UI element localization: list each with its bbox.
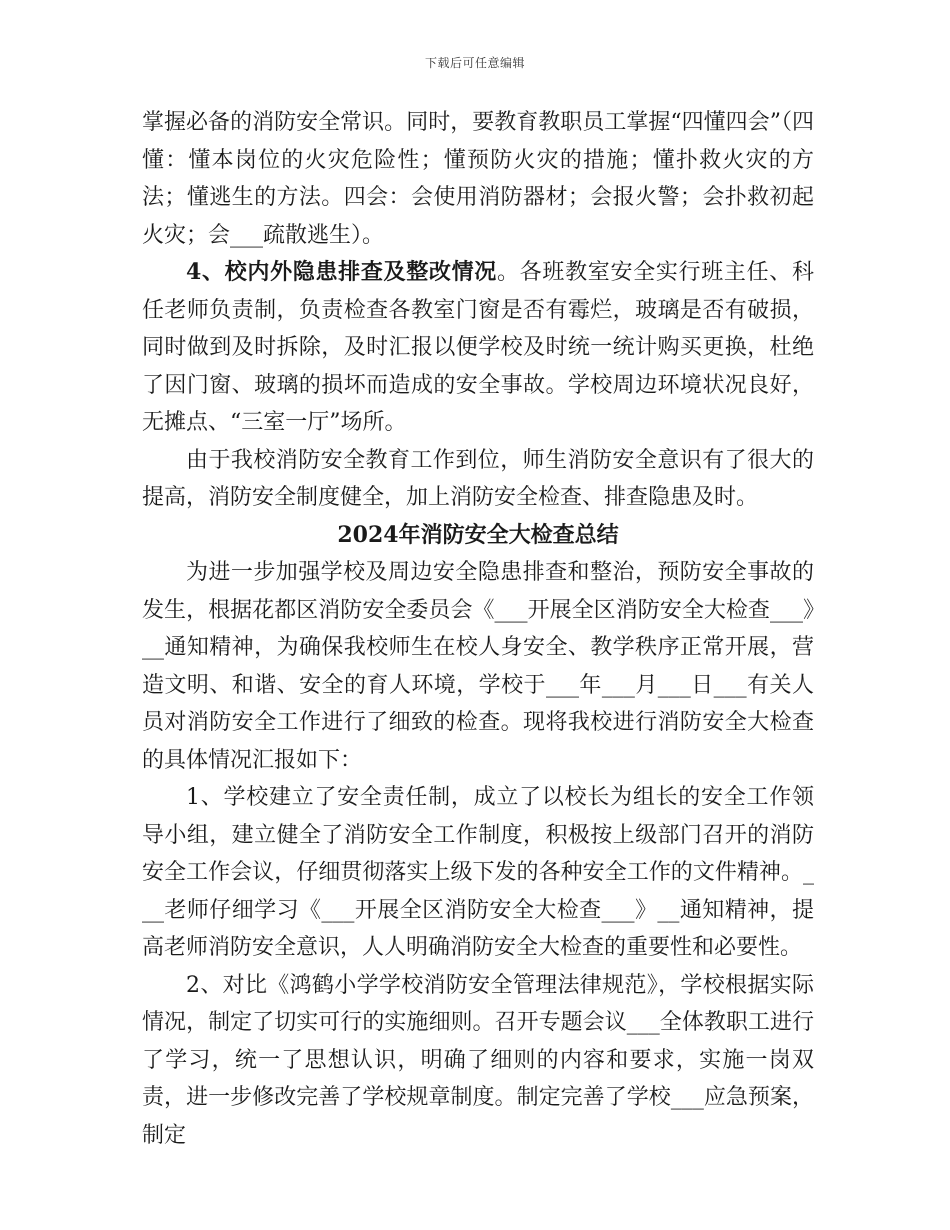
paragraph-heading-end: 。	[496, 260, 520, 285]
paragraph-fire-safety-knowledge: 掌握必备的消防安全常识。同时，要教育教职员工掌握“四懂四会”（四懂：懂本岗位的火灾危险性；懂预防火灾的措施；懂扑救火灾的方法；懂逃生的方法。四会：会使用消防器材；会报火警；会扑救初起火灾；会___疏散逃生）。	[142, 110, 814, 248]
paragraph-intro: 为进一步加强学校及周边安全隐患排查和整治，预防安全事故的发生，根据花都区消防安全委员会《___开展全区消防安全大检查___》__通知精神，为确保我校师生在校人身安全、教学秩序正常开展，营造文明、和谐、安全的育人环境，学校于___年___月___日___有关人员对消防安全工作进行了细致的检查。现将我校进行消防安全大检查的具体情况汇报如下：	[142, 560, 814, 773]
paragraph-item-2: 2、对比《鸿鹤小学学校消防安全管理法律规范》，学校根据实际情况，制定了切实可行的实施细则。召开专题会议___全体教职工进行了学习，统一了思想认识，明确了细则的内容和要求，实施一岗双责，进一步修改完善了学校规章制度。制定完善了学校___应急预案，制定	[142, 972, 814, 1148]
paragraph-body: 各班教室安全实行班主任、科任老师负责制，负责检查各教室门窗是否有霉烂，玻璃是否有破损，同时做到及时拆除，及时汇报以便学校及时统一统计购买更换，杜绝了因门窗、玻璃的损坏而造成的安全事故。学校周边环境状况良好，无摊点、“三室一厅”场所。	[142, 260, 814, 435]
paragraph-heading: 4、校内外隐患排查及整改情况	[186, 259, 497, 285]
document-body	[142, 104, 814, 1154]
paragraph-conclusion: 由于我校消防安全教育工作到位，师生消防安全意识有了很大的提高，消防安全制度健全，加上消防安全检查、排查隐患及时。	[142, 447, 814, 510]
section-title: 2024年消防安全大检查总结	[337, 521, 619, 548]
page-header: 下载后可任意编辑	[424, 56, 525, 70]
paragraph-hazard-inspection	[142, 254, 814, 442]
paragraph-item-1: 1、学校建立了安全责任制，成立了以校长为组长的安全工作领导小组，建立健全了消防安全工作制度，积极按上级部门召开的消防安全工作会议，仔细贯彻落实上级下发的各种安全工作的文件精神。___老师仔细学习《___开展全区消防安全大检查___》__通知精神，提高老师消防安全意识，人人明确消防安全大检查的重要性和必要性。	[142, 785, 814, 960]
